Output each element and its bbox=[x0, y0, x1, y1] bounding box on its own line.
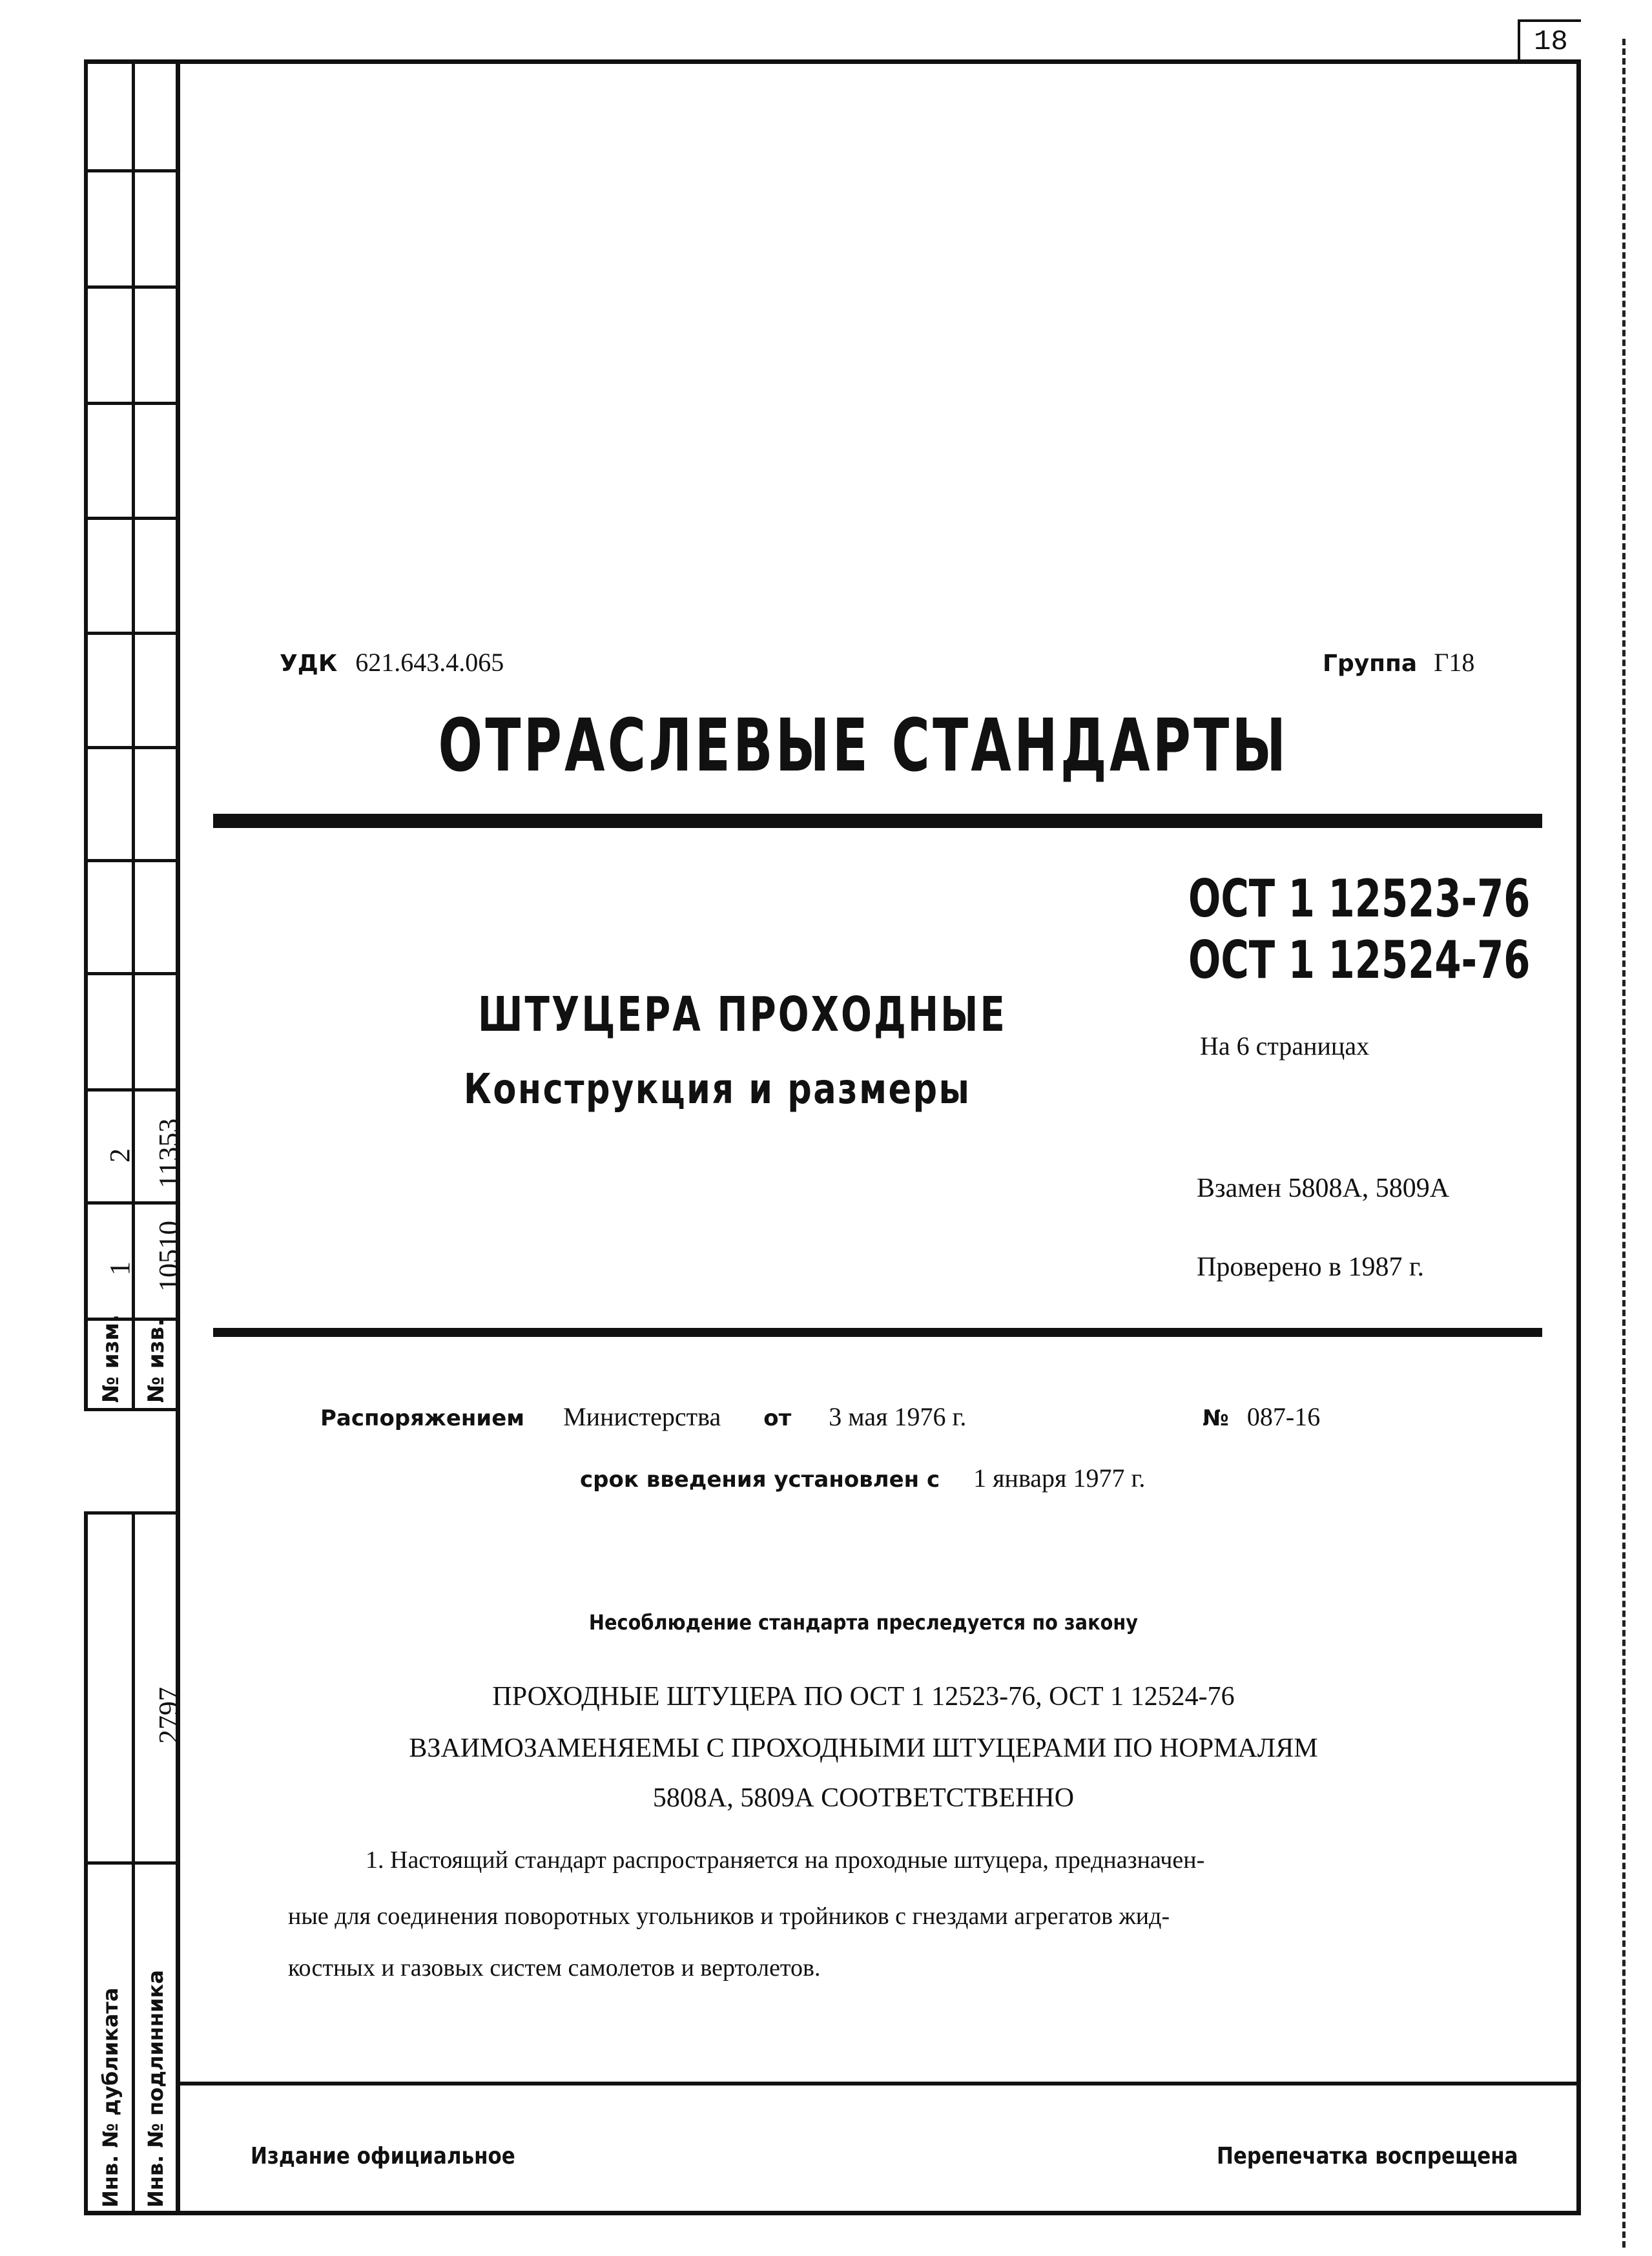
margin-row-line bbox=[84, 859, 180, 862]
margin-notice-label: № изв. bbox=[143, 1318, 169, 1403]
checked: Проверено в 1987 г. bbox=[1197, 1252, 1424, 1282]
margin-original-label: Инв. № подлинника bbox=[143, 1970, 168, 2208]
udk-label: УДК bbox=[280, 650, 338, 677]
replaces: Взамен 5808А, 5809А bbox=[1197, 1174, 1450, 1203]
margin-row-line bbox=[84, 1511, 180, 1515]
margin-row-line bbox=[84, 402, 180, 405]
footer-left: Издание официальное bbox=[251, 2143, 515, 2169]
effective-date: 1 января 1977 г. bbox=[973, 1464, 1146, 1493]
cut-line bbox=[1622, 39, 1626, 2248]
frame-bottom-rule bbox=[84, 2211, 1581, 2215]
standard-title: ШТУЦЕРА ПРОХОДНЫЕ bbox=[478, 987, 1007, 1042]
page-number: 18 bbox=[1534, 26, 1568, 58]
paragraph-line-2: ные для соединения поворотных угольников и тройников с гнездами агрегатов жид- bbox=[288, 1903, 1170, 1930]
group-line bbox=[1323, 647, 1474, 678]
standard-code-2: ОСТ 1 12524-76 bbox=[1188, 930, 1531, 990]
standard-subtitle: Конструкция и размеры bbox=[464, 1066, 971, 1113]
page-number-box-left bbox=[1518, 19, 1520, 62]
margin-row-line bbox=[84, 285, 180, 289]
margin-row-line bbox=[84, 1861, 180, 1865]
udk-value: 621.643.4.065 bbox=[355, 648, 504, 677]
frame-mid-rule bbox=[132, 59, 135, 1409]
margin-notice-2: 11353 bbox=[153, 1118, 185, 1188]
margin-row-line bbox=[84, 517, 180, 520]
margin-change-1: 1 bbox=[104, 1261, 136, 1276]
group-label: Группа bbox=[1323, 650, 1418, 677]
main-title: ОТРАСЛЕВЫЕ СТАНДАРТЫ bbox=[438, 704, 1289, 788]
interchange-line-1: ПРОХОДНЫЕ ШТУЦЕРА ПО ОСТ 1 12523-76, ОСТ 1 12524-76 bbox=[492, 1682, 1235, 1712]
margin-row-line bbox=[84, 1088, 180, 1092]
order-number-line bbox=[1203, 1402, 1320, 1432]
margin-row-line bbox=[84, 1408, 180, 1411]
margin-row-line bbox=[84, 169, 180, 172]
pages-count: На 6 страницах bbox=[1200, 1031, 1370, 1061]
order-date: 3 мая 1976 г. bbox=[829, 1402, 967, 1431]
margin-change-label: № изм. bbox=[98, 1314, 124, 1403]
margin-original-value: 2797 bbox=[153, 1687, 185, 1744]
frame-right-rule bbox=[1576, 59, 1581, 2215]
margin-row-line bbox=[84, 972, 180, 975]
order-prefix: Распоряжением bbox=[320, 1405, 525, 1431]
thick-rule-top bbox=[213, 814, 1542, 828]
order-number-label: № bbox=[1203, 1405, 1229, 1431]
page-number-box-top bbox=[1518, 19, 1581, 22]
margin-row-line bbox=[84, 1201, 180, 1205]
margin-row-line bbox=[84, 746, 180, 749]
margin-duplicate-label: Инв. № дубликата bbox=[98, 1987, 123, 2208]
frame-top-rule bbox=[84, 59, 1581, 64]
paragraph-line-1: 1. Настоящий стандарт распространяется на проходные штуцера, предназначен- bbox=[366, 1847, 1205, 1874]
margin-change-2: 2 bbox=[104, 1148, 136, 1163]
margin-row-line bbox=[84, 632, 180, 635]
order-line bbox=[320, 1402, 966, 1432]
order-from: от bbox=[763, 1405, 792, 1431]
udk-line bbox=[280, 647, 504, 678]
margin-notice-1: 10510 bbox=[153, 1221, 185, 1292]
footer-rule bbox=[176, 2082, 1581, 2085]
order-number: 087-16 bbox=[1246, 1402, 1321, 1431]
footer-right: Перепечатка воспрещена bbox=[1217, 2143, 1518, 2169]
group-value: Г18 bbox=[1434, 648, 1475, 677]
effective-label: срок введения установлен с bbox=[580, 1467, 940, 1493]
thick-rule-bottom bbox=[213, 1328, 1542, 1337]
frame-left-rule bbox=[84, 59, 88, 1409]
order-ministry: Министерства bbox=[563, 1402, 721, 1431]
standard-code-1: ОСТ 1 12523-76 bbox=[1188, 869, 1531, 929]
effective-line bbox=[580, 1463, 1145, 1493]
interchange-line-2: ВЗАИМОЗАМЕНЯЕМЫ С ПРОХОДНЫМИ ШТУЦЕРАМИ ПО НОРМАЛЯМ bbox=[409, 1733, 1318, 1763]
paragraph-line-3: костных и газовых систем самолетов и вертолетов. bbox=[288, 1954, 821, 1982]
legal-notice: Несоблюдение стандарта преследуется по закону bbox=[588, 1610, 1139, 1635]
interchange-line-3: 5808А, 5809А СООТВЕТСТВЕННО bbox=[652, 1783, 1075, 1813]
